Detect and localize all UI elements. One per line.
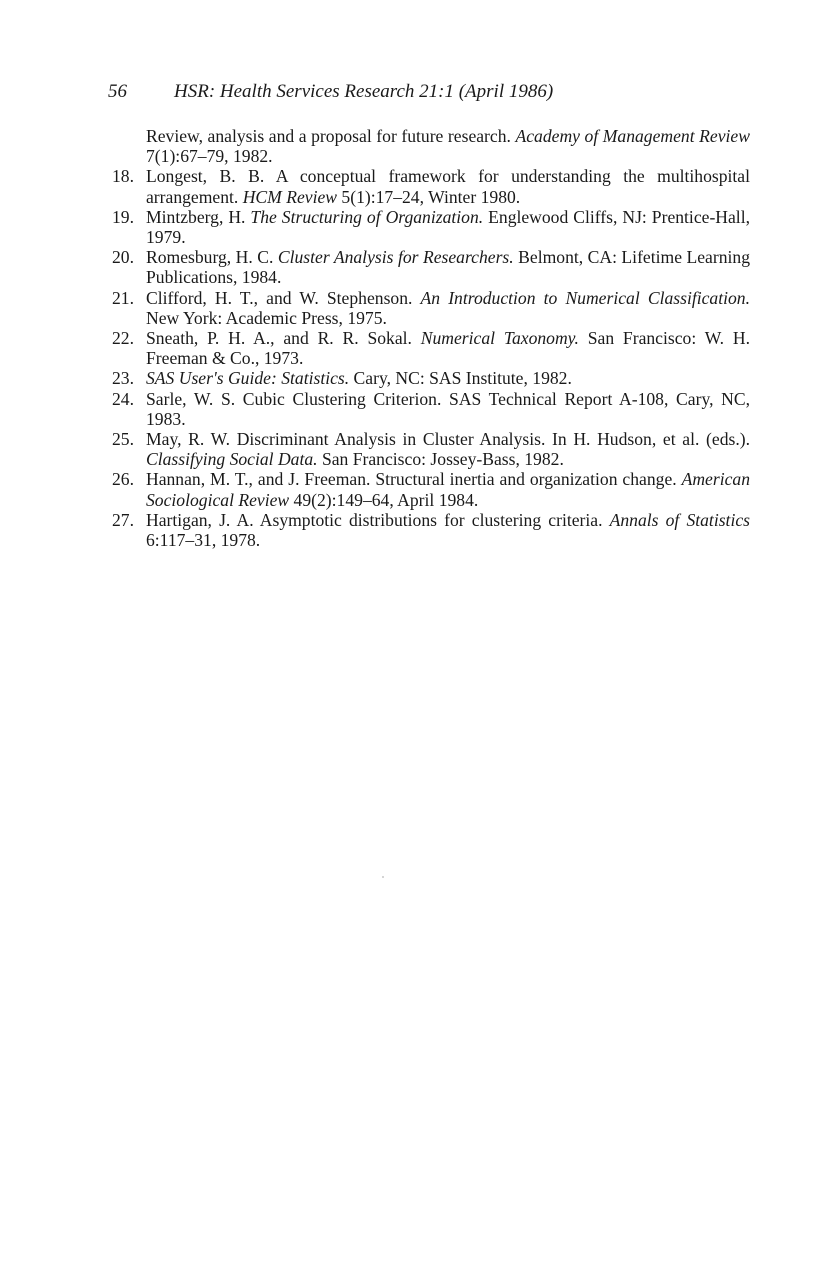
book-title: The Structuring of Organization.: [250, 206, 484, 227]
reference-number: 20.: [112, 247, 134, 268]
reference-20: 20. Romesburg, H. C. Cluster Analysis for Researchers. Belmont, CA: Lifetime Learning Publications, 1984.: [100, 247, 750, 287]
reference-continuation: Review, analysis and a proposal for future research. Academy of Management Review 7(1):67–79, 1982.: [146, 126, 750, 167]
journal-title: Annals of Statistics: [609, 509, 750, 530]
reference-26: 26. Hannan, M. T., and J. Freeman. Structural inertia and organization change. American Sociological Review 49(2):149–64, April 1984.: [100, 469, 750, 509]
book-title: Numerical Taxonomy.: [420, 328, 579, 349]
reference-19: 19. Mintzberg, H. The Structuring of Organization. Englewood Cliffs, NJ: Prentice-Hall, 1979.: [100, 207, 750, 247]
scan-speck: [382, 876, 384, 878]
book-title: Cluster Analysis for Researchers.: [277, 247, 514, 268]
reference-number: 26.: [112, 469, 134, 490]
book-title: An Introduction to Numerical Classification.: [420, 287, 750, 308]
reference-number: 22.: [112, 328, 134, 349]
reference-22: 22. Sneath, P. H. A., and R. R. Sokal. Numerical Taxonomy. San Francisco: W. H. Freeman & Co., 1973.: [100, 328, 750, 368]
reference-24: 24. Sarle, W. S. Cubic Clustering Criterion. SAS Technical Report A-108, Cary, NC, 1983.: [100, 389, 750, 429]
reference-number: 27.: [112, 509, 134, 530]
page-number: 56: [108, 81, 127, 102]
reference-number: 19.: [112, 206, 134, 227]
reference-21: 21. Clifford, H. T., and W. Stephenson. An Introduction to Numerical Classification. New York: Academic Press, 1975.: [100, 288, 750, 328]
reference-number: 24.: [112, 388, 134, 409]
reference-18: 18. Longest, B. B. A conceptual framework for understanding the multihospital arrangement. HCM Review 5(1):17–24, Winter 1980.: [100, 166, 750, 206]
reference-list: [100, 126, 750, 550]
reference-25: 25. May, R. W. Discriminant Analysis in Cluster Analysis. In H. Hudson, et al. (eds.). Classifying Social Data. San Francisco: Jossey-Bass, 1982.: [100, 429, 750, 469]
journal-title: American Sociological Review: [146, 469, 750, 510]
journal-title: Academy of Management Review: [515, 126, 750, 146]
reference-27: 27. Hartigan, J. A. Asymptotic distributions for clustering criteria. Annals of Statistics 6:117–31, 1978.: [100, 510, 750, 550]
book-title: Classifying Social Data.: [146, 449, 318, 470]
reference-23: 23. SAS User's Guide: Statistics. Cary, NC: SAS Institute, 1982.: [100, 368, 750, 388]
reference-number: 18.: [112, 166, 134, 187]
journal-citation: HSR: Health Services Research 21:1 (April 1986): [174, 81, 554, 102]
reference-number: 25.: [112, 429, 134, 450]
running-head: [108, 80, 758, 104]
book-title: SAS User's Guide: Statistics.: [146, 368, 350, 389]
journal-title: HCM Review: [242, 186, 338, 207]
reference-number: 21.: [112, 287, 134, 308]
reference-number: 23.: [112, 368, 134, 389]
